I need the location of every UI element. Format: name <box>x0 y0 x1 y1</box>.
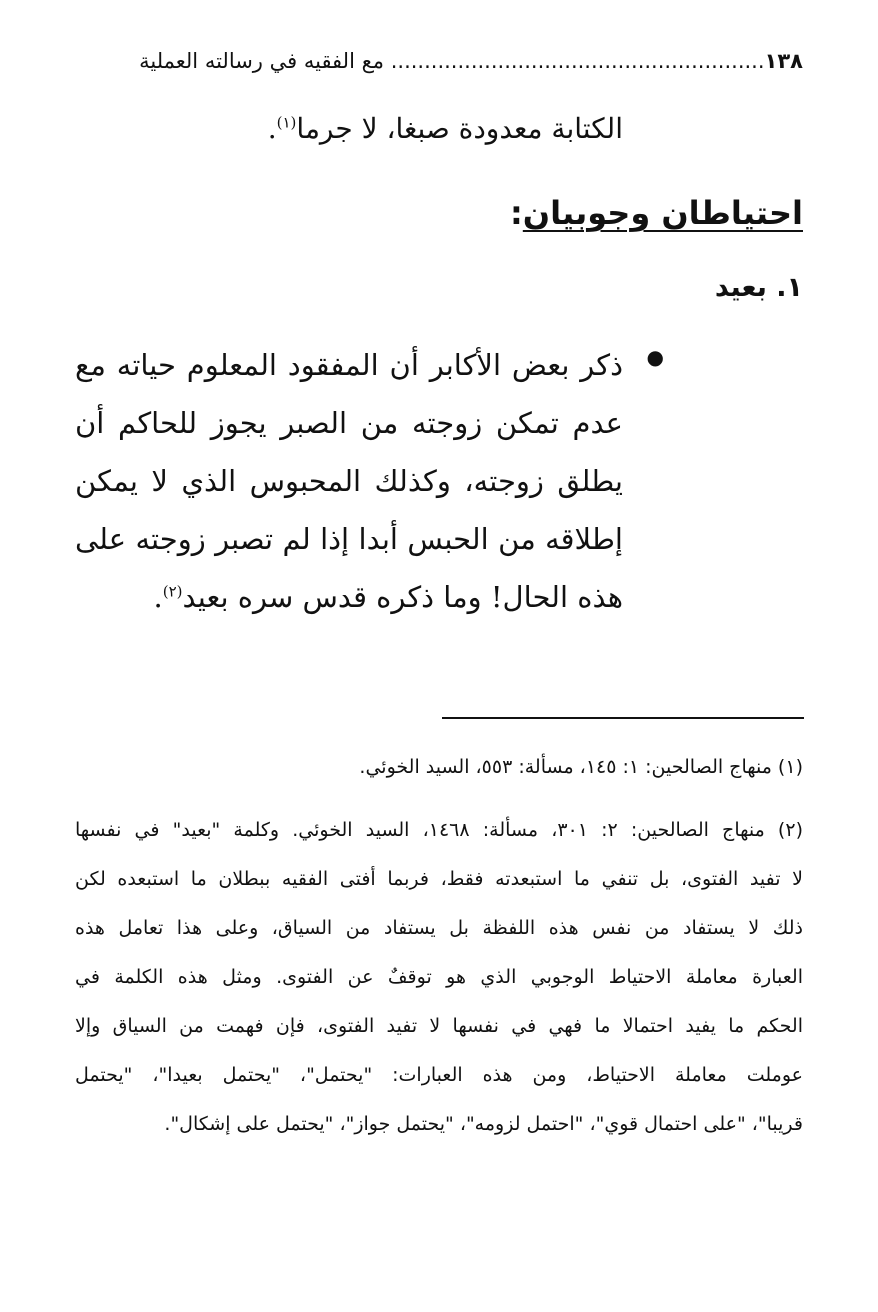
section-heading-colon: : <box>510 194 523 232</box>
paragraph-line: ذكر بعض الأكابر أن المفقود المعلوم حياته مع <box>75 348 623 382</box>
footnote-2 <box>75 806 803 1149</box>
footnote-line: ذلك لا يستفاد من نفس هذه اللفظة بل يستفاد من السياق، وعلى هذا تعامل هذه <box>75 917 803 939</box>
paragraph-end: . <box>153 580 163 614</box>
running-title: مع الفقيه في رسالته العملية <box>139 49 385 73</box>
paragraph-line-text: هذه الحال! وما ذكره قدس سره بعيد <box>182 580 623 614</box>
header-dot-leader: ........................................................ <box>390 49 765 73</box>
footnote-line: لا تفيد الفتوى، بل تنفي ما استبعدته فقط، فربما أفتى الفقيه ببطلان ما استبعده لكن <box>75 868 803 890</box>
footnote-1: (١) منهاج الصالحين: ١: ١٤٥، مسألة: ٥٥٣، السيد الخوئي. <box>359 756 803 778</box>
footnote-ref-1[interactable]: (١) <box>276 113 297 132</box>
paragraph-line: عدم تمكن زوجته من الصبر يجوز للحاكم أن <box>75 406 623 440</box>
bullet-icon: ● <box>646 345 664 369</box>
footnotes <box>75 746 803 1149</box>
section-heading-text: احتياطان وجوبيان <box>522 194 803 232</box>
section-heading <box>510 188 803 238</box>
footnote-separator <box>442 717 804 719</box>
footnote-line: الحكم ما يفيد احتمالا ما فهي في نفسها لا تفيد الفتوى، فإن فهمت من السياق وإلا <box>75 1015 803 1037</box>
bullet-paragraph <box>75 336 623 626</box>
subsection-heading: ١. بعيد <box>714 272 803 303</box>
footnote-line: (٢) منهاج الصالحين: ٢: ٣٠١، مسألة: ١٤٦٨، السيد الخوئي. وكلمة "بعيد" في نفسها <box>75 819 803 841</box>
footnote-line: العبارة معاملة الاحتياط الوجوبي الذي هو توقفٌ عن الفتوى. ومثل هذه الكلمة في <box>75 966 803 988</box>
page-number: ١٣٨ <box>764 49 803 73</box>
footnote-line: عوملت معاملة الاحتياط، ومن هذه العبارات: "يحتمل"، "يحتمل بعيدا"، "يحتمل <box>75 1064 803 1086</box>
paragraph-last-line <box>75 568 623 626</box>
footnote-line: قريبا"، "على احتمال قوي"، "احتمل لزومه"، "يحتمل جواز"، "يحتمل على إشكال". <box>164 1113 803 1135</box>
continued-text: الكتابة معدودة صبغا، لا جرما <box>296 112 623 145</box>
footnote-ref-2[interactable]: (٢) <box>162 582 183 601</box>
continued-end: . <box>267 112 277 145</box>
running-header <box>75 44 803 78</box>
continued-paragraph <box>268 106 623 152</box>
paragraph-line: يطلق زوجته، وكذلك المحبوس الذي لا يمكن <box>75 464 623 498</box>
paragraph-line: إطلاقه من الحبس أبدا إذا لم تصبر زوجته على <box>75 522 623 556</box>
